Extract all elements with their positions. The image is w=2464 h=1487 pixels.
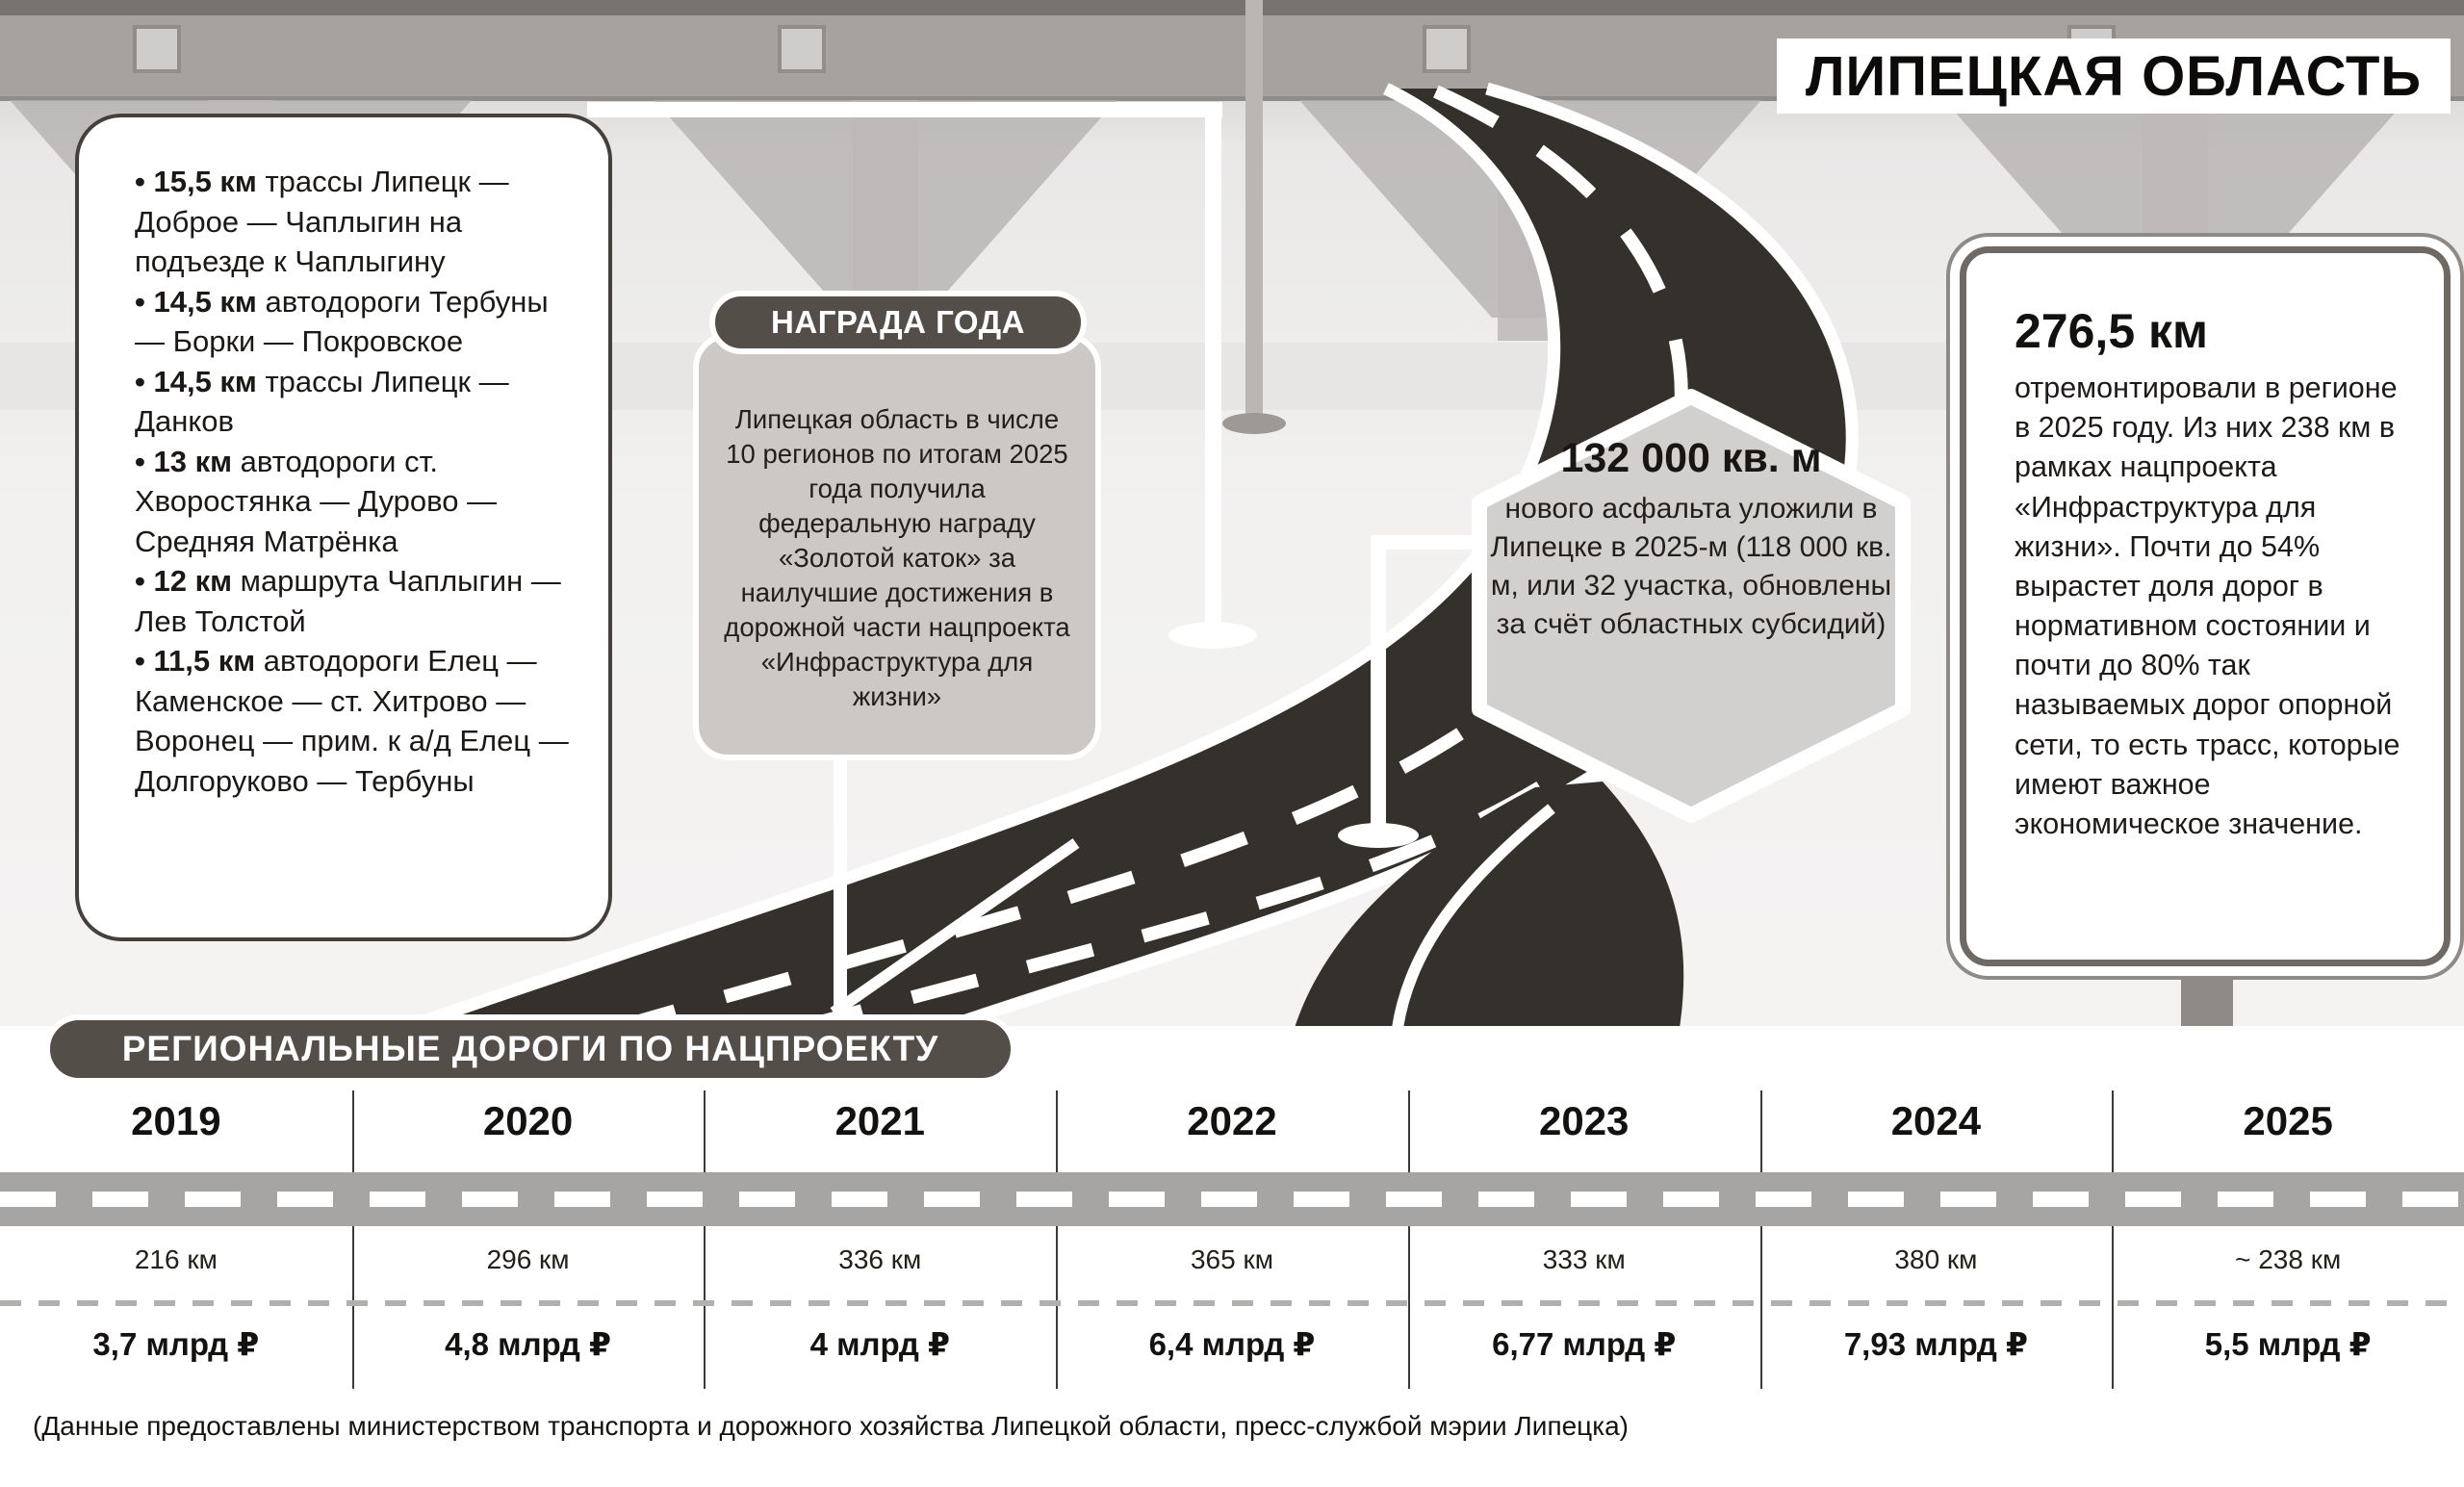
- road-route: автодороги Елец — Каменское — ст. Хитрово — Воронец — прим. к а/д Елец — Долгоруково — Тербуны: [135, 644, 569, 798]
- road-length: 12 км: [153, 564, 233, 599]
- section-title-regional-roads: РЕГИОНАЛЬНЫЕ ДОРОГИ ПО НАЦПРОЕКТУ: [44, 1014, 1016, 1084]
- repair-total-sign: [1960, 246, 2451, 966]
- km-value: 380 км: [1894, 1244, 1978, 1274]
- asphalt-description: нового асфальта уложили в Липецке в 2025-м (118 000 кв. м, или 32 участка, обновлены за счёт областных субсидий): [1490, 493, 1892, 640]
- cost-value: 6,77 млрд ₽: [1492, 1326, 1677, 1362]
- road-route: маршрута Чаплыгин — Лев Толстой: [135, 564, 561, 638]
- road-length: 15,5 км: [153, 165, 257, 198]
- repaired-km-description: отремонтировали в регионе в 2025 году. Из них 238 км в рамках нацпроекта «Инфраструктура для жизни». Почти до 54% вырастет доля дорог в нормативном состоянии и почти до 80% так называемых дорог опорной сети, то есть трасс, которые имеют важное экономическое значение.: [2015, 372, 2400, 840]
- cost-value: 4,8 млрд ₽: [445, 1326, 611, 1362]
- road-list-item: [135, 641, 581, 801]
- road-list-item: [135, 282, 581, 362]
- road-list-item: [135, 561, 581, 641]
- km-value: 216 км: [134, 1244, 218, 1274]
- road-length: 13 км: [153, 444, 233, 478]
- year-label: 2025: [2243, 1098, 2333, 1143]
- award-description-text: Липецкая область в числе 10 регионов по итогам 2025 года получила федеральную награду «Золотой каток» за наилучшие достижения в дорожной части нацпроекта «Инфраструктура для жизни»: [724, 403, 1070, 712]
- cost-value: 6,4 млрд ₽: [1148, 1326, 1316, 1362]
- asphalt-area-value: 132 000 кв. м: [1560, 435, 1822, 481]
- cost-value: 7,93 млрд ₽: [1843, 1326, 2029, 1362]
- award-description-panel: [693, 333, 1101, 760]
- timeline-km-row: [0, 1244, 2464, 1275]
- dashed-divider: [0, 1300, 2464, 1306]
- km-value: ~ 238 км: [2235, 1244, 2342, 1274]
- road-length: 11,5 км: [153, 644, 256, 679]
- road-band-graphic: [0, 1172, 2464, 1226]
- timeline-years-row: [0, 1098, 2464, 1144]
- repaired-roads-panel: [75, 114, 612, 941]
- road-list-item: [135, 162, 581, 282]
- year-label: 2023: [1538, 1098, 1630, 1143]
- km-value: 365 км: [1190, 1244, 1273, 1274]
- road-route: автодороги ст. Хворостянка — Дурово — Средняя Матрёнка: [135, 444, 498, 558]
- road-length: 14,5 км: [153, 284, 257, 319]
- repaired-km-value: 276,5 км: [2015, 304, 2209, 358]
- road-length: 14,5 км: [153, 364, 257, 398]
- page-title: ЛИПЕЦКАЯ ОБЛАСТЬ: [1777, 38, 2451, 114]
- road-list-item: [135, 362, 581, 442]
- year-label: 2021: [834, 1098, 925, 1143]
- cost-value: 5,5 млрд ₽: [2204, 1326, 2372, 1362]
- year-label: 2024: [1890, 1098, 1982, 1143]
- year-label: 2022: [1187, 1098, 1277, 1143]
- road-route: трассы Липецк — Данков: [135, 364, 509, 439]
- road-route: трассы Липецк — Доброе — Чаплыгин на подъезде к Чаплыгину: [135, 165, 509, 279]
- asphalt-stat-panel: [1487, 435, 1895, 644]
- cost-value: 3,7 млрд ₽: [92, 1326, 260, 1362]
- cost-value: 4 млрд ₽: [809, 1326, 950, 1362]
- timeline-table: [0, 1083, 2464, 1400]
- year-label: 2019: [131, 1098, 221, 1143]
- repaired-roads-list: [135, 162, 581, 802]
- source-note: (Данные предоставлены министерством транспорта и дорожного хозяйства Липецкой области, пресс-службой мэрии Липецка): [33, 1411, 1629, 1441]
- km-value: 296 км: [486, 1244, 570, 1274]
- road-route: автодороги Тербуны — Борки — Покровское: [135, 284, 549, 359]
- timeline-cost-row: [0, 1325, 2464, 1363]
- km-value: 336 км: [838, 1244, 922, 1274]
- award-of-year-badge: НАГРАДА ГОДА: [709, 291, 1087, 354]
- km-value: 333 км: [1542, 1244, 1626, 1274]
- road-list-item: [135, 442, 581, 562]
- year-label: 2020: [482, 1098, 574, 1143]
- road-band-dashes: [0, 1192, 2464, 1207]
